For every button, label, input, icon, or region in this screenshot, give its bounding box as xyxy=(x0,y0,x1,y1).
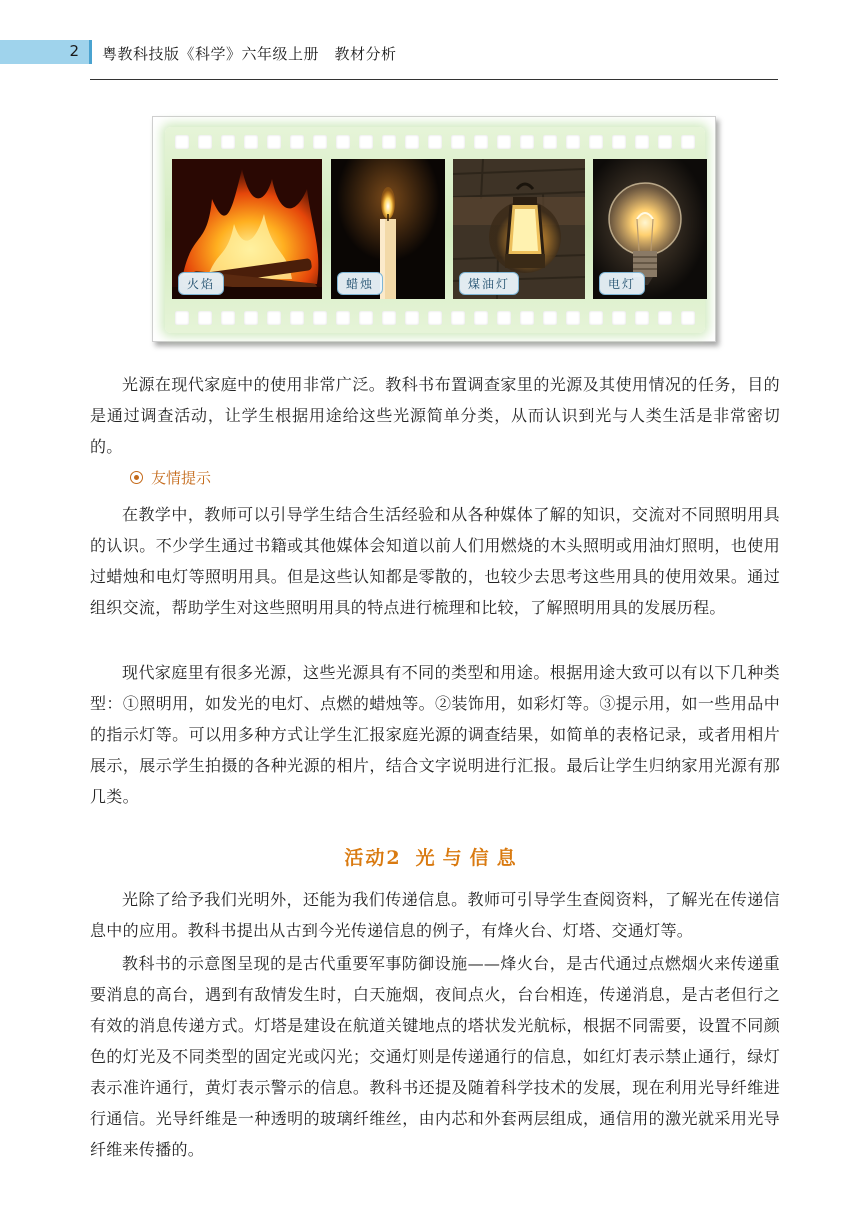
photo-light-bulb xyxy=(593,159,707,299)
paragraph-light-and-information: 光除了给予我们光明外，还能为我们传递信息。教师可引导学生查阅资料，了解光在传递信息中的应用。教科书提出从古到今光传递信息的例子，有烽火台、灯塔、交通灯等。 xyxy=(90,890,780,940)
paragraph-light-sources-at-home: 光源在现代家庭中的使用非常广泛。教科书布置调查家里的光源及其使用情况的任务，目的是通过调查活动，让学生根据用途给这些光源简单分类，从而认识到光与人类生活是非常密切的。 xyxy=(90,375,780,456)
header-title: 粤教科技版《科学》六年级上册 教材分析 xyxy=(102,45,397,63)
photo-kerosene-lamp xyxy=(453,159,585,299)
page-number: 2 xyxy=(69,42,79,60)
photo-fire xyxy=(172,159,322,299)
friendly-tip-label: 友情提示 xyxy=(151,469,212,487)
photo-label-candle: 蜡烛 xyxy=(337,272,383,295)
header-rule xyxy=(90,79,778,80)
paragraph-light-source-types: 现代家庭里有很多光源，这些光源具有不同的类型和用途。根据用途大致可以有以下几种类型：①照明用，如发光的电灯、点燃的蜡烛等。②装饰用，如彩灯等。③提示用，如一些用品中的指示灯等。可以用多种方式让学生汇报家庭光源的调查结果，如简单的表格记录，或者用相片展示，展示学生拍摄的各种光源的相片，结合文字说明进行汇报。最后让学生归纳家用光源有那几类。 xyxy=(90,663,780,806)
photo-candle xyxy=(331,159,445,299)
bullseye-icon xyxy=(130,471,143,484)
page-header xyxy=(0,40,868,80)
page-number-tab xyxy=(0,40,92,64)
paragraph-teaching-tip: 在教学中，教师可以引导学生结合生活经验和从各种媒体了解的知识，交流对不同照明用具的认识。不少学生通过书籍或其他媒体会知道以前人们用燃烧的木头照明或用油灯照明，也使用过蜡烛和电灯等照明用具。但是这些认知都是零散的，也较少去思考这些用具的使用效果。通过组织交流，帮助学生对这些照明用具的特点进行梳理和比较，了解照明用具的发展历程。 xyxy=(90,505,780,617)
section-name: 光与信息 xyxy=(415,847,524,869)
friendly-tip-heading xyxy=(130,467,211,488)
light-sources-figure xyxy=(152,116,716,342)
photo-label-light-bulb: 电灯 xyxy=(599,272,645,295)
photo-label-fire: 火焰 xyxy=(178,272,224,295)
photo-label-kerosene-lamp: 煤油灯 xyxy=(459,272,519,295)
section-title-activity-2 xyxy=(0,843,868,870)
film-perforations-bottom xyxy=(175,311,695,325)
paragraph-beacon-lighthouse-traffic-light: 教科书的示意图呈现的是古代重要军事防御设施——烽火台，是古代通过点燃烟火来传递重要消息的高台，遇到有敌情发生时，白天施烟，夜间点火，台台相连，传递消息，是古老但行之有效的消息传递方式。灯塔是建设在航道关键地点的塔状发光航标，根据不同需要，设置不同颜色的灯光及不同类型的固定光或闪光；交通灯则是传递通行的信息，如红灯表示禁止通行，绿灯表示准许通行，黄灯表示警示的信息。教科书还提及随着科学技术的发展，现在利用光导纤维进行通信。光导纤维是一种透明的玻璃纤维丝，由内芯和外套两层组成，通信用的激光就采用光导纤维来传播的。 xyxy=(90,954,780,1159)
section-number: 活动2 xyxy=(344,847,402,869)
film-strip xyxy=(165,127,705,333)
film-perforations-top xyxy=(175,135,695,149)
